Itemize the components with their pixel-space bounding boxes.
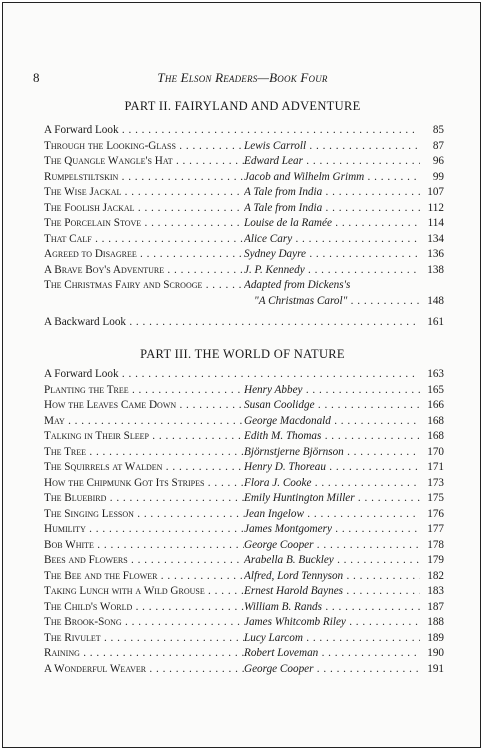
toc-entry [44, 140, 444, 156]
toc-entry-title-cell [44, 155, 244, 170]
toc-entry-page: 170 [420, 446, 444, 458]
toc-entry-title-cell [44, 539, 244, 554]
toc-entry-page: 163 [418, 368, 444, 380]
toc-entry-author-text: Henry Abbey [244, 383, 303, 396]
toc-entry-author-text: Susan Coolidge [244, 399, 315, 411]
toc-entry-page: 187 [420, 601, 444, 613]
toc-entry-author [244, 248, 430, 263]
toc-entry-page: 171 [420, 461, 444, 473]
toc-entry-author [244, 539, 430, 554]
toc-entry-author-line2 [254, 295, 430, 310]
toc-entry-author [244, 399, 430, 414]
toc-entry [44, 461, 444, 477]
toc-entry-title-cell [44, 415, 244, 430]
toc-entry-title: The Bee and the Flower [44, 569, 158, 582]
toc-entry-title: That Calf [44, 232, 92, 245]
toc-entry-title-cell [44, 399, 244, 414]
toc-entry-title-cell [44, 279, 244, 294]
toc-entry-author-line2-text: "A Christmas Carol" [254, 294, 348, 307]
toc-entry-author [244, 217, 430, 232]
toc-entry [44, 233, 444, 249]
toc-entry-title-cell [44, 508, 244, 523]
toc-entry-author [244, 202, 430, 217]
toc-entry [44, 492, 444, 508]
toc-entry-title: A Wonderful Weaver [44, 662, 147, 675]
toc-entry-title: A Backward Look [44, 316, 127, 328]
toc-entry-author-text: Jean Ingelow [244, 507, 304, 520]
toc-entry-author-text: Björnstjerne Björnson [244, 445, 344, 458]
toc-entry-title: How the Leaves Came Down [44, 399, 177, 411]
toc-entry-title-cell [44, 217, 244, 232]
toc-entry [44, 523, 444, 539]
toc-entry-title: Agreed to Disagree [44, 248, 137, 260]
toc-entry-author [244, 508, 430, 523]
toc-entry-title-cell [44, 316, 434, 331]
toc-entry-page: 112 [420, 202, 444, 214]
toc-entry-title-cell [44, 202, 244, 217]
toc-entry-page: 189 [420, 632, 444, 644]
toc-entry-title: Humility [44, 523, 86, 535]
toc-entry [44, 248, 444, 264]
toc-entry-title-cell [44, 124, 434, 139]
toc-entry-page: 178 [420, 539, 444, 551]
toc-entry-page: 177 [420, 523, 444, 535]
toc-entry-author [244, 233, 430, 248]
part-heading-2: PART II. FAIRYLAND AND ADVENTURE [124, 99, 361, 113]
toc-entry-author-text: George Cooper [244, 538, 314, 551]
toc-entry-title: The Tree [44, 445, 87, 458]
running-title: The Elson Readers—Book Four [157, 70, 328, 85]
toc-entry-author-text: George Cooper [244, 662, 314, 675]
toc-entry-author [244, 461, 430, 476]
toc-entry [44, 632, 444, 648]
toc-entry [44, 585, 444, 601]
toc-entry-title: The Quangle Wangle's Hat [44, 155, 173, 167]
toc-entry-author [244, 492, 430, 507]
toc-entry-title-cell [44, 554, 244, 569]
toc-entry [44, 415, 444, 431]
toc-entry [44, 570, 444, 586]
toc-entry-title: The Brook-Song [44, 616, 122, 628]
toc-entry-title-cell [44, 477, 244, 492]
toc-entry-title-cell [44, 446, 244, 461]
toc-entry-author-text: J. P. Kennedy [244, 263, 305, 276]
toc-entry-author-text: Flora J. Cooke [244, 476, 312, 489]
toc-entry-author [244, 155, 430, 170]
toc-entry-title: A Forward Look [44, 368, 119, 380]
toc-entry-title-cell [44, 523, 244, 538]
toc-entry-title: The Bluebird [44, 492, 107, 504]
toc-entry-title: Talking in Their Sleep [44, 430, 149, 442]
toc-entry-page: 168 [420, 430, 444, 442]
toc-entry-title: The Christmas Fairy and Scrooge [44, 279, 203, 291]
toc-entry-page: 179 [420, 554, 444, 566]
toc-entry-author [244, 171, 430, 186]
toc-entry-author [244, 279, 430, 294]
toc-entry-title: Bees and Flowers [44, 554, 128, 566]
toc-part-2 [44, 124, 444, 332]
toc-entry-author-text: George Macdonald [244, 414, 331, 427]
toc-entry-title: The Porcelain Stove [44, 217, 142, 229]
toc-entry-author-text: A Tale from India [244, 186, 323, 198]
toc-entry-author-text: Louise de la Ramée [244, 217, 332, 229]
toc-entry-page: 168 [420, 415, 444, 427]
toc-entry-title-cell [44, 570, 244, 585]
toc-entry-title: Bob White [44, 538, 94, 551]
toc-entry [44, 399, 444, 415]
toc-entry-author [244, 585, 430, 600]
page-number: 8 [33, 70, 40, 85]
toc-entry-author-text: Arabella B. Buckley [244, 554, 334, 566]
toc-entry-page: 190 [420, 647, 444, 659]
toc-entry-author [244, 663, 430, 678]
toc-entry [44, 264, 444, 280]
toc-entry-title-cell [44, 186, 244, 201]
toc-entry-page: 134 [420, 233, 444, 245]
toc-entry-title: A Brave Boy's Adventure [44, 263, 165, 276]
toc-entry-author [244, 384, 430, 399]
toc-entry-author-text: Sydney Dayre [244, 248, 307, 260]
toc-entry-title: Through the Looking-Glass [44, 139, 176, 152]
toc-entry [44, 186, 444, 202]
toc-entry-title-cell [44, 264, 244, 279]
toc-entry-page: 96 [420, 155, 444, 167]
toc-entry [44, 647, 444, 663]
toc-entry-page: 166 [420, 399, 444, 411]
toc-entry-author-text: Emily Huntington Miller [244, 492, 355, 504]
toc-entry-author [244, 477, 430, 492]
toc-entry-author-text: Robert Loveman [244, 647, 319, 659]
toc-entry-page: 161 [418, 316, 444, 328]
toc-entry-page: 165 [420, 384, 444, 396]
part-heading-3: PART III. THE WORLD OF NATURE [140, 347, 345, 361]
toc-entry [44, 446, 444, 462]
toc-entry [44, 663, 444, 679]
toc-entry [44, 616, 444, 632]
toc-entry-title-cell [44, 171, 244, 186]
toc-entry-title: The Squirrels at Walden [44, 461, 163, 473]
toc-entry [44, 279, 444, 310]
toc-entry-page: 138 [420, 264, 444, 276]
toc-entry-author-text: Ernest Harold Baynes [244, 585, 344, 597]
toc-entry [44, 539, 444, 555]
toc-entry-page: 188 [420, 616, 444, 628]
toc-entry-title-cell [44, 647, 244, 662]
toc-entry-title-cell [44, 601, 244, 616]
toc-entry-author-text: Lucy Larcom [244, 631, 303, 644]
toc-entry-author [244, 446, 430, 461]
toc-entry-author-text: Henry D. Thoreau [244, 461, 326, 473]
toc-entry-title-cell [44, 248, 244, 263]
toc-entry-author [244, 415, 430, 430]
toc-entry-author [244, 570, 430, 585]
toc-entry-author [244, 523, 430, 538]
toc-entry [44, 124, 444, 140]
toc-entry-page: 87 [420, 140, 444, 152]
toc-entry-title-cell [44, 632, 244, 647]
toc-entry-page: 99 [420, 171, 444, 183]
toc-entry-title: Taking Lunch with a Wild Grouse [44, 585, 205, 597]
toc-entry-author-text: James Montgomery [244, 523, 332, 535]
toc-entry [44, 477, 444, 493]
toc-entry [44, 508, 444, 524]
toc-entry-title: The Child's World [44, 600, 133, 613]
toc-entry-title: The Rivulet [44, 631, 101, 644]
toc-entry [44, 202, 444, 218]
toc-entry [44, 384, 444, 400]
toc-entry-author [244, 632, 430, 647]
toc-entry-page: 183 [420, 585, 444, 597]
toc-entry-title-cell [44, 585, 244, 600]
toc-entry-title-cell [44, 233, 244, 248]
toc-entry-author-text: William B. Rands [244, 600, 323, 613]
toc-entry [44, 430, 444, 446]
toc-entry-author [244, 264, 430, 279]
toc-part-3 [44, 368, 444, 678]
toc-entry [44, 155, 444, 171]
toc-entry-title: Planting the Tree [44, 383, 129, 396]
toc-entry-author [244, 601, 430, 616]
toc-entry-page: 136 [420, 248, 444, 260]
toc-entry-page: 107 [420, 186, 444, 198]
toc-entry-author-text: Edward Lear [244, 155, 303, 167]
toc-entry-page: 114 [420, 217, 444, 229]
toc-entry-page: 148 [420, 295, 444, 307]
toc-entry-page: 191 [420, 663, 444, 675]
toc-entry-author-text: Edith M. Thomas [244, 430, 322, 442]
toc-entry-title-cell [44, 430, 244, 445]
toc-entry-title-cell [44, 140, 244, 155]
toc-entry-author [244, 140, 430, 155]
toc-entry [44, 601, 444, 617]
toc-entry-author-text: Alfred, Lord Tennyson [244, 569, 344, 582]
toc-entry-page: 182 [420, 570, 444, 582]
toc-entry-title-cell [44, 461, 244, 476]
toc-entry-title-cell [44, 384, 244, 399]
toc-entry-title: The Wise Jackal [44, 186, 122, 198]
toc-entry-author-text: A Tale from India [244, 201, 323, 214]
toc-entry-author-text: Adapted from Dickens's [244, 279, 351, 291]
toc-entry-title: How the Chipmunk Got Its Stripes [44, 476, 205, 489]
toc-entry [44, 554, 444, 570]
toc-entry-author-text: Jacob and Wilhelm Grimm [244, 170, 365, 183]
toc-entry [44, 368, 444, 384]
toc-entry-author-text: Lewis Carroll [244, 139, 307, 152]
toc-entry-author [244, 430, 430, 445]
toc-entry-page: 173 [420, 477, 444, 489]
toc-entry-title-cell [44, 663, 244, 678]
toc-entry-author [244, 554, 430, 569]
toc-entry-title: Rumpelstiltskin [44, 170, 119, 183]
toc-entry-title: The Foolish Jackal [44, 201, 135, 214]
toc-entry-author-text: Alice Cary [244, 232, 293, 245]
toc-entry-page: 175 [420, 492, 444, 504]
toc-entry [44, 171, 444, 187]
toc-entry-title: May [44, 414, 65, 427]
toc-entry-page: 85 [418, 124, 444, 136]
toc-entry-title-cell [44, 368, 434, 383]
toc-entry-title: Raining [44, 647, 80, 659]
toc-entry-title: A Forward Look [44, 124, 119, 136]
toc-entry-title-cell [44, 616, 244, 631]
toc-entry [44, 217, 444, 233]
page-header [0, 70, 485, 86]
toc-entry-author-text: James Whitcomb Riley [244, 616, 346, 628]
toc-entry-title: The Singing Lesson [44, 507, 134, 520]
toc-entry-title-cell [44, 492, 244, 507]
toc-entry-author [244, 647, 430, 662]
toc-entry-page: 176 [420, 508, 444, 520]
toc-entry-author [244, 616, 430, 631]
toc-entry-author [244, 186, 430, 201]
toc-entry [44, 316, 444, 332]
